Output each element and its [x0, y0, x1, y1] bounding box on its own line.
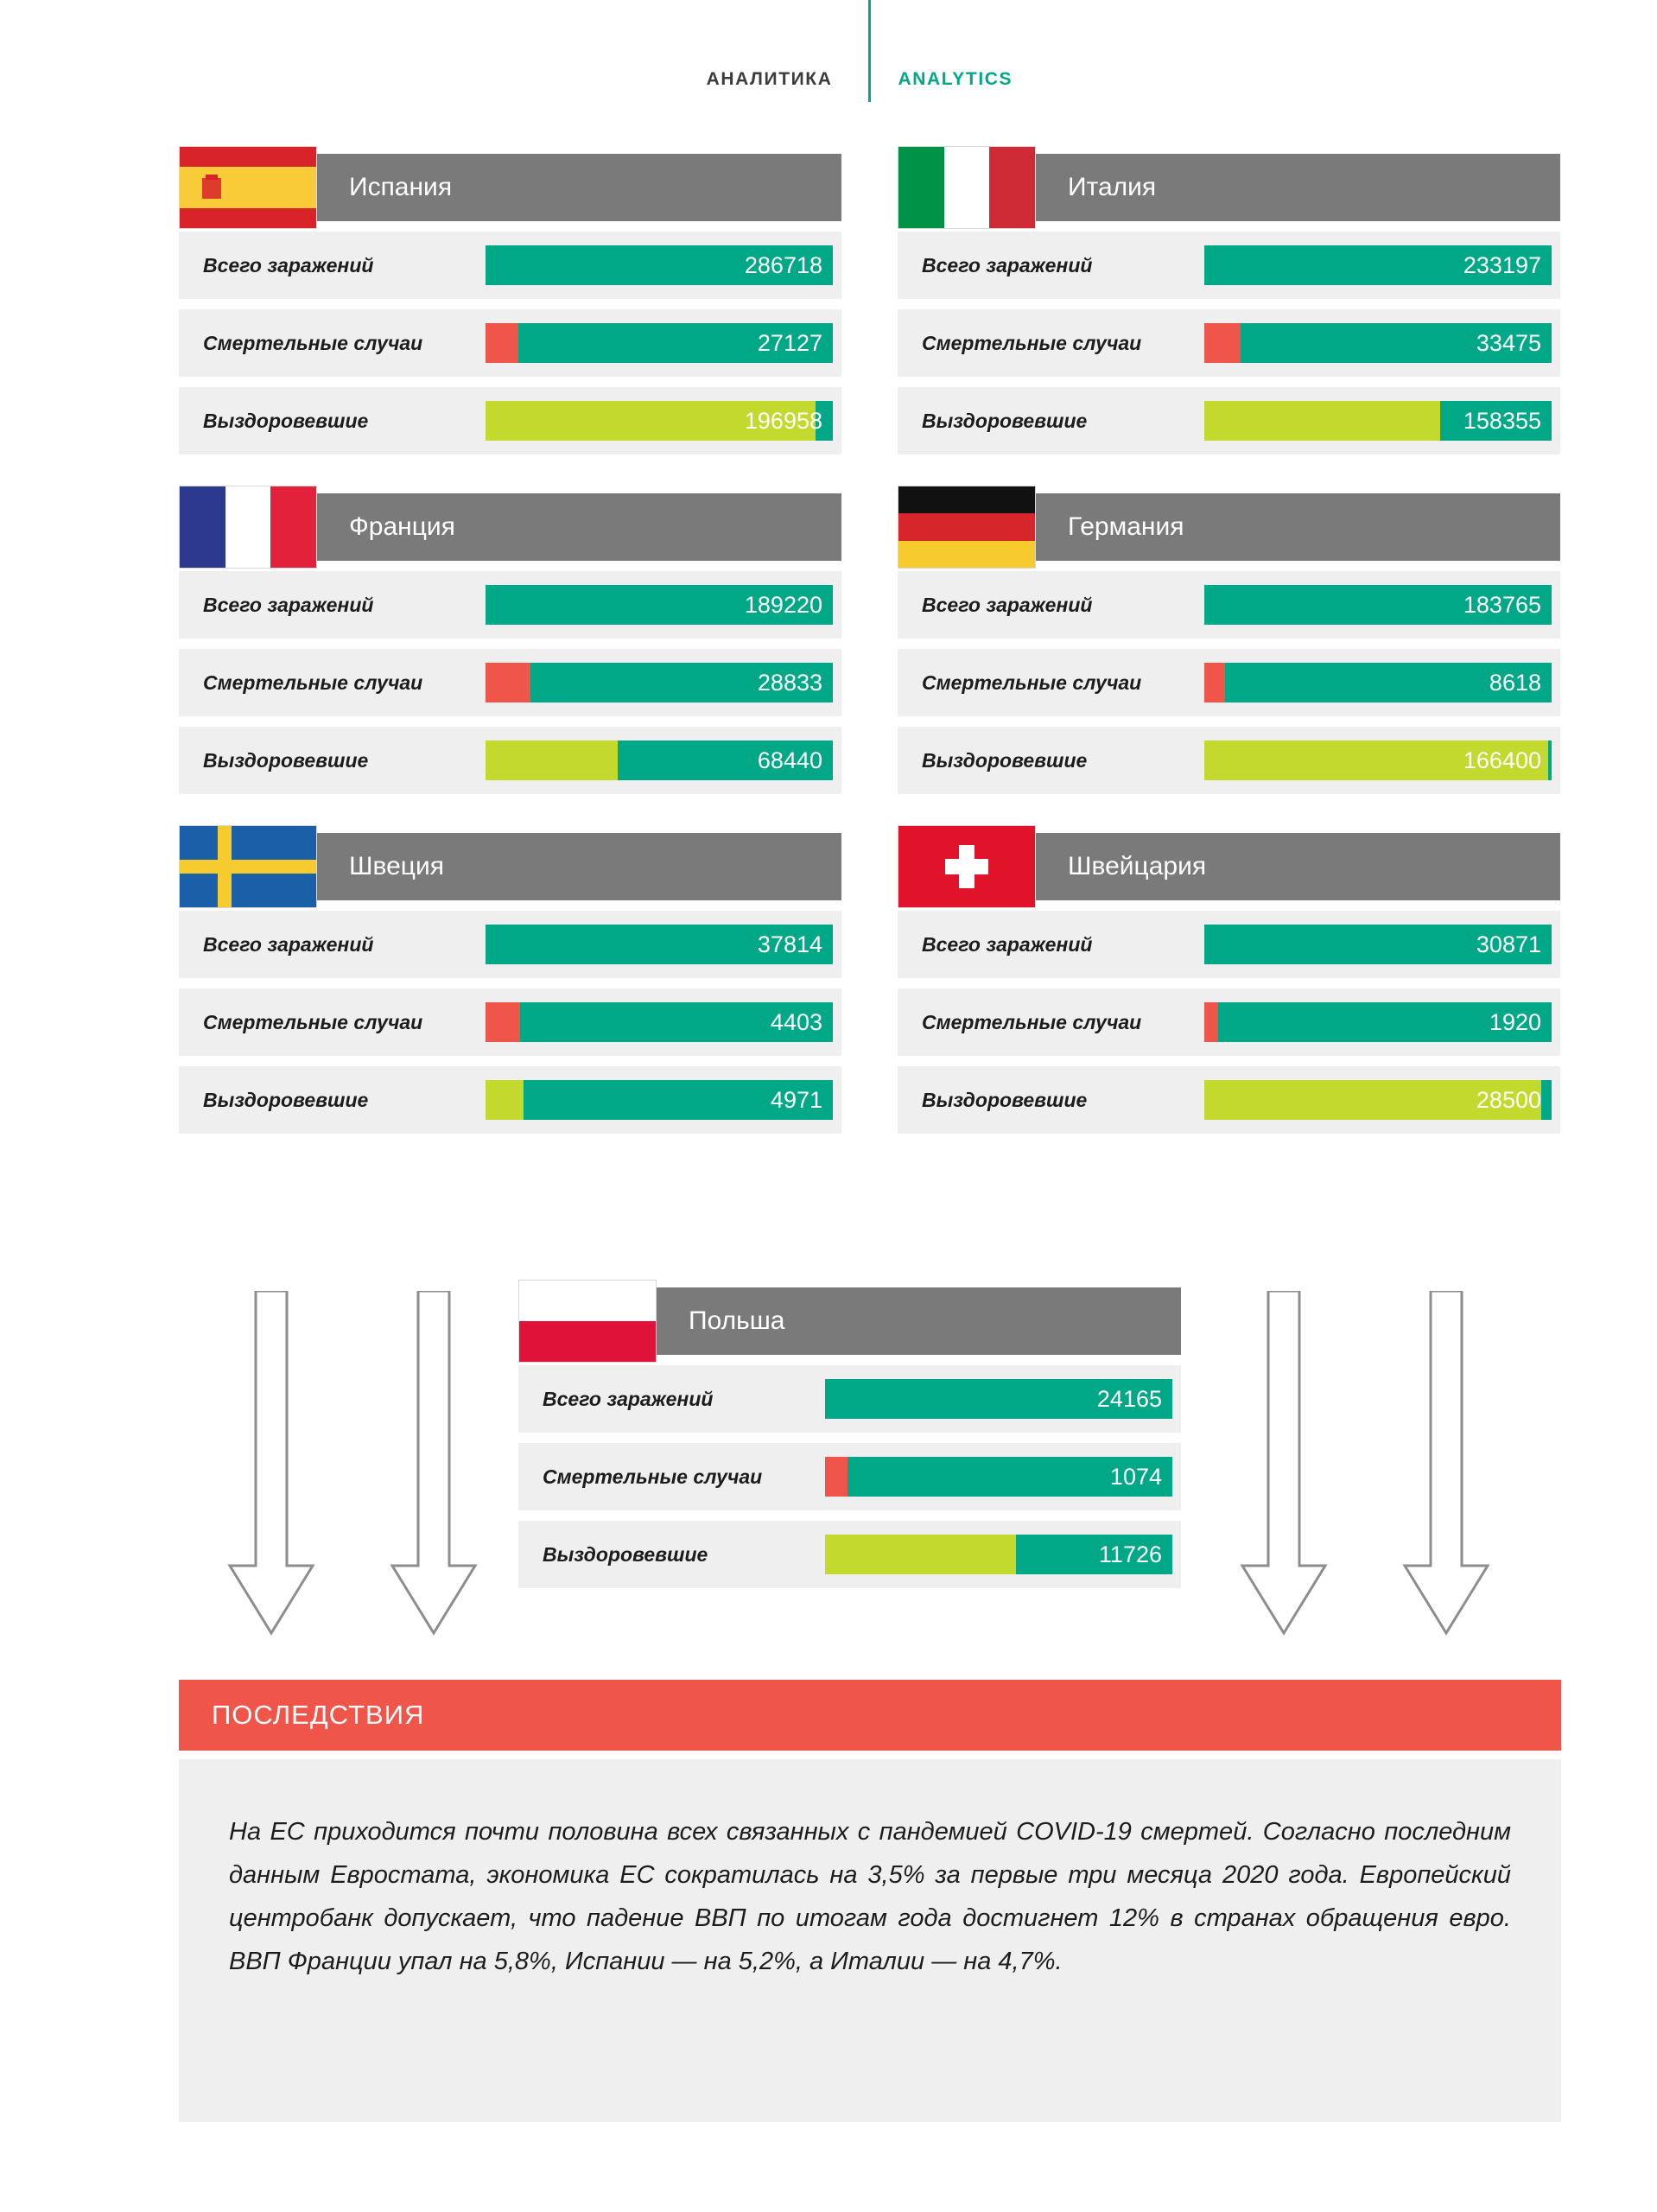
- bar-track: [825, 1457, 1172, 1497]
- germany-flag: [898, 486, 1036, 569]
- bar-value: 1074: [1109, 1464, 1162, 1490]
- poland-flag: [518, 1280, 657, 1363]
- bar-track: [486, 663, 833, 702]
- bar-track: [825, 1379, 1172, 1419]
- spain-flag: [179, 146, 317, 229]
- metric-label: Выздоровевшие: [922, 409, 1088, 432]
- bar-deaths-segment: [1204, 663, 1225, 702]
- country-card-spain: [179, 154, 841, 454]
- metric-label: Смертельные случаи: [922, 671, 1142, 694]
- bar-value: 196958: [744, 408, 822, 434]
- country-name: Италия: [1068, 173, 1157, 201]
- metric-label: Смертельные случаи: [203, 671, 423, 694]
- bar-deaths-segment: [1204, 1002, 1218, 1042]
- bar-track: [1204, 585, 1552, 625]
- card-header: [179, 833, 841, 900]
- bar-value: 166400: [1463, 747, 1541, 773]
- metric-label: Всего заражений: [203, 593, 374, 616]
- metric-label: Всего заражений: [543, 1387, 714, 1410]
- bar-value: 28833: [757, 670, 822, 696]
- consequences-body: [179, 1759, 1561, 2122]
- bar-track: [486, 585, 833, 625]
- metric-recovered: [518, 1521, 1181, 1588]
- bar-value: 183765: [1463, 592, 1541, 618]
- country-card-grid: [179, 154, 1561, 1173]
- down-arrow-icon: [1239, 1291, 1284, 1637]
- down-arrow-icon: [389, 1291, 434, 1637]
- bar-track: [1204, 245, 1552, 285]
- bar-recovered-segment: [825, 1535, 1016, 1574]
- consequences-header: [179, 1680, 1561, 1751]
- country-name: Польша: [689, 1306, 785, 1335]
- down-arrow-icon: [1401, 1291, 1446, 1637]
- bar-deaths-segment: [486, 323, 518, 363]
- bar-value: 33475: [1476, 330, 1541, 356]
- country-card-italy: [898, 154, 1560, 454]
- bar-value: 28500: [1476, 1087, 1541, 1113]
- metric-deaths: [179, 649, 841, 716]
- metric-label: Всего заражений: [922, 253, 1093, 276]
- bar-deaths-segment: [825, 1457, 848, 1497]
- metric-cases: [518, 1365, 1181, 1433]
- metric-label: Смертельные случаи: [203, 1010, 423, 1033]
- bar-value: 27127: [757, 330, 822, 356]
- bar-value: 1920: [1489, 1009, 1541, 1035]
- metric-cases: [898, 232, 1560, 299]
- bar-track: [1204, 1002, 1552, 1042]
- sweden-flag: [179, 825, 317, 908]
- country-card-france: [179, 493, 841, 794]
- bar-value: 24165: [1096, 1386, 1162, 1412]
- metric-cases: [179, 232, 841, 299]
- bar-recovered-segment: [486, 741, 618, 780]
- metric-label: Смертельные случаи: [922, 1010, 1142, 1033]
- metric-cases: [179, 571, 841, 639]
- card-row: [179, 833, 1561, 1134]
- metric-label: Выздоровевшие: [203, 409, 369, 432]
- bar-track: [486, 925, 833, 964]
- card-row: [179, 154, 1561, 454]
- metric-label: Смертельные случаи: [203, 331, 423, 354]
- bar-track: [486, 1002, 833, 1042]
- bar-value: 286718: [744, 252, 822, 278]
- metric-deaths: [179, 988, 841, 1056]
- bar-value: 4403: [770, 1009, 822, 1035]
- metric-cases: [179, 911, 841, 978]
- header-title-en: ANALYTICS: [898, 69, 1013, 89]
- metric-label: Выздоровевшие: [203, 1088, 369, 1111]
- page-header: [0, 69, 1657, 90]
- bar-recovered-segment: [486, 1080, 524, 1120]
- metric-deaths: [898, 649, 1560, 716]
- consequences-text: На ЕС приходится почти половина всех связанных с пандемией COVID-19 смертей. Согласно последним данным Евростата, экономика ЕС сократилась на 3,5% за первые три месяца 2020 года. Европейский центробанк допускает, что падение ВВП по итогам года достигнет 12% в странах обращения евро. ВВП Франции упал на 5,8%, Испании — на 5,2%, а Италии — на 4,7%.: [229, 1818, 1511, 1975]
- bar-value: 158355: [1463, 408, 1541, 434]
- bar-track: [486, 245, 833, 285]
- bar-value: 233197: [1463, 252, 1541, 278]
- card-header: [898, 154, 1560, 221]
- bar-value: 30871: [1476, 931, 1541, 957]
- country-name: Испания: [349, 173, 453, 201]
- metric-recovered: [179, 727, 841, 794]
- bar-track: [1204, 323, 1552, 363]
- metric-recovered: [898, 1066, 1560, 1134]
- consequences-title: ПОСЛЕДСТВИЯ: [212, 1700, 425, 1730]
- card-header: [898, 833, 1560, 900]
- card-row: [179, 493, 1561, 794]
- card-header: [898, 493, 1560, 561]
- metric-recovered: [898, 387, 1560, 454]
- metric-label: Выздоровевшие: [543, 1542, 708, 1566]
- metric-label: Всего заражений: [922, 932, 1093, 956]
- bar-deaths-segment: [486, 663, 530, 702]
- country-name: Германия: [1068, 512, 1184, 541]
- metric-deaths: [179, 309, 841, 377]
- switzerland-flag: [898, 825, 1036, 908]
- down-arrow-icon: [226, 1291, 271, 1637]
- bar-track: [1204, 741, 1552, 780]
- bar-track: [1204, 925, 1552, 964]
- bar-value: 4971: [770, 1087, 822, 1113]
- metric-cases: [898, 911, 1560, 978]
- metric-deaths: [898, 309, 1560, 377]
- bar-recovered-segment: [1204, 401, 1440, 441]
- metric-deaths: [898, 988, 1560, 1056]
- country-card-germany: [898, 493, 1560, 794]
- country-card-switzerland: [898, 833, 1560, 1134]
- metric-deaths: [518, 1443, 1181, 1510]
- bar-deaths-segment: [1204, 323, 1241, 363]
- metric-label: Выздоровевшие: [203, 748, 369, 772]
- bar-track: [486, 401, 833, 441]
- metric-label: Всего заражений: [922, 593, 1093, 616]
- bar-track: [1204, 663, 1552, 702]
- bar-track: [486, 741, 833, 780]
- country-name: Швеция: [349, 852, 444, 880]
- bar-value: 68440: [757, 747, 822, 773]
- france-flag: [179, 486, 317, 569]
- metric-label: Всего заражений: [203, 932, 374, 956]
- bar-track: [1204, 401, 1552, 441]
- bar-track: [486, 323, 833, 363]
- bar-value: 189220: [744, 592, 822, 618]
- metric-recovered: [898, 727, 1560, 794]
- bar-track: [486, 1080, 833, 1120]
- country-card-poland: [518, 1287, 1181, 1588]
- bar-value: 8618: [1489, 670, 1541, 696]
- bar-track: [1204, 1080, 1552, 1120]
- country-name: Франция: [349, 512, 455, 541]
- card-header: [179, 154, 841, 221]
- card-header: [179, 493, 841, 561]
- metric-label: Смертельные случаи: [543, 1465, 763, 1488]
- metric-recovered: [179, 387, 841, 454]
- metric-label: Выздоровевшие: [922, 748, 1088, 772]
- metric-label: Выздоровевшие: [922, 1088, 1088, 1111]
- country-card-sweden: [179, 833, 841, 1134]
- metric-label: Смертельные случаи: [922, 331, 1142, 354]
- bar-value: 11726: [1098, 1541, 1162, 1567]
- country-name: Швейцария: [1068, 852, 1207, 880]
- bar-value: 37814: [757, 931, 822, 957]
- metric-cases: [898, 571, 1560, 639]
- italy-flag: [898, 146, 1036, 229]
- header-title-ru: АНАЛИТИКА: [706, 69, 833, 89]
- card-header: [518, 1287, 1181, 1355]
- metric-label: Всего заражений: [203, 253, 374, 276]
- bar-track: [825, 1535, 1172, 1574]
- metric-recovered: [179, 1066, 841, 1134]
- bar-deaths-segment: [486, 1002, 520, 1042]
